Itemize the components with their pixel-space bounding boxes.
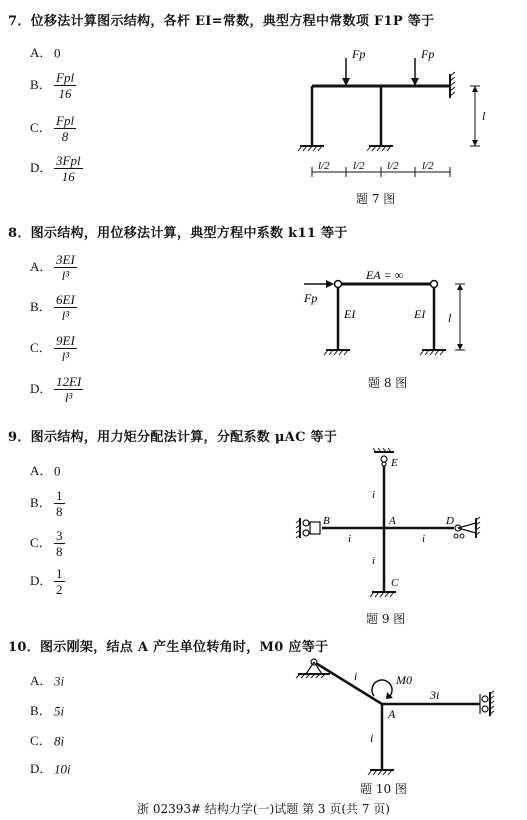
q7-option-d: D． $\frac{\text{3Fpl}}{16}$ xyxy=(30,153,81,184)
figure-10 xyxy=(290,652,505,780)
stiffness-label: EI xyxy=(414,307,426,321)
fraction: $\frac{\text{Fpl}}{8}$ xyxy=(56,113,75,144)
stiffness-label: i xyxy=(372,489,376,501)
page-footer: 浙 02393# 结构力学(一)试题 第 3 页(共 7 页) xyxy=(137,802,390,816)
left-support-icon xyxy=(296,518,320,538)
fraction: $\frac{\text{Fpl}}{16}$ xyxy=(56,70,75,101)
fraction: $\frac{\text{3Fpl}}{16}$ xyxy=(56,153,81,184)
stiffness-label: i xyxy=(372,555,376,567)
fraction: $\frac{1}{2}$ xyxy=(56,566,63,597)
load-label: Fp xyxy=(421,47,435,61)
q9-option-c: C． $\frac{3}{8}$ xyxy=(30,528,63,559)
load-arrow-icon xyxy=(342,58,350,86)
hinge-icon xyxy=(431,281,438,288)
fixed-support-icon xyxy=(367,146,393,151)
stiffness-label: i xyxy=(348,533,352,545)
figure-8 xyxy=(290,262,500,372)
moment-arrow-icon xyxy=(372,680,393,699)
fixed-support-icon xyxy=(368,770,394,775)
dimension-label: l/2 xyxy=(422,160,434,172)
figure-9-caption: 题 9 图 xyxy=(366,612,406,626)
member-inclined xyxy=(314,662,382,704)
load-arrow-icon xyxy=(304,280,334,288)
q8-option-c: C． $\frac{9EI}{\text{l³}}$ xyxy=(30,333,75,364)
node-label-c: C xyxy=(391,577,399,589)
question-9-text: 9．图示结构，用力矩分配法计算，分配系数 μAC 等于 xyxy=(8,430,338,445)
figure-7-caption: 题 7 图 xyxy=(356,192,396,206)
stiffness-label: i xyxy=(370,731,374,745)
fraction: $\frac{1}{8}$ xyxy=(56,488,63,519)
hinge-icon xyxy=(335,281,342,288)
dimension-label: l xyxy=(448,311,452,325)
stiffness-label: EA = ∞ xyxy=(366,268,404,282)
load-label: Fp xyxy=(352,47,366,61)
stiffness-label: 3i xyxy=(430,688,440,702)
q9-option-d: D． $\frac{1}{2}$ xyxy=(30,566,63,597)
figure-9 xyxy=(290,446,490,606)
fixed-support-icon xyxy=(370,592,396,597)
fixed-wall-icon xyxy=(450,72,455,98)
load-arrow-icon xyxy=(411,58,419,86)
q10-option-d: D． 10i xyxy=(30,761,71,777)
fraction: $\frac{9EI}{\text{l³}}$ xyxy=(56,333,75,364)
figure-10-caption: 题 10 图 xyxy=(360,782,407,796)
question-7-text: 7．位移法计算图示结构，各杆 EI=常数，典型方程中常数项 F1P 等于 xyxy=(8,14,435,29)
figure-8-caption: 题 8 图 xyxy=(368,376,408,390)
fixed-support-icon xyxy=(298,146,324,151)
dimension-label: l xyxy=(482,109,486,123)
question-10-text: 10．图示刚架，结点 A 产生单位转角时，M0 应等于 xyxy=(8,640,329,655)
node-label-d: D xyxy=(446,515,454,527)
figure-7 xyxy=(290,36,500,186)
q8-option-d: D． $\frac{12EI}{\text{l³}}$ xyxy=(30,374,82,405)
fixed-support-icon xyxy=(420,350,446,355)
dimension-label: l/2 xyxy=(318,160,330,172)
stiffness-label: EI xyxy=(344,307,356,321)
fixed-support-icon xyxy=(324,350,350,355)
right-support-icon xyxy=(480,691,494,716)
q7-option-a: A． 0 xyxy=(30,45,61,61)
stiffness-label: i xyxy=(422,533,426,545)
node-label-b: B xyxy=(323,515,330,527)
q7-option-b: B． $\frac{\text{Fpl}}{16}$ xyxy=(30,70,75,101)
fraction: $\frac{6EI}{\text{l³}}$ xyxy=(56,292,75,323)
fraction: $\frac{12EI}{\text{l³}}$ xyxy=(56,374,82,405)
q10-option-b: B． 5i xyxy=(30,703,65,719)
moment-label: M0 xyxy=(396,673,412,687)
load-label: Fp xyxy=(304,291,318,305)
q9-option-b: B． $\frac{1}{8}$ xyxy=(30,488,63,519)
q10-option-c: C． 8i xyxy=(30,733,65,749)
right-support-icon xyxy=(454,517,480,538)
q8-option-b: B． $\frac{6EI}{\text{l³}}$ xyxy=(30,292,75,323)
q8-option-a: A． $\frac{3EI}{\text{l³}}$ xyxy=(30,252,75,283)
fraction: $\frac{3}{8}$ xyxy=(56,528,63,559)
question-8-text: 8．图示结构，用位移法计算，典型方程中系数 k11 等于 xyxy=(8,226,348,241)
node-label-e: E xyxy=(391,457,398,469)
q7-option-c: C． $\frac{\text{Fpl}}{8}$ xyxy=(30,113,75,144)
dimension-label: l/2 xyxy=(353,160,365,172)
stiffness-label: i xyxy=(354,669,358,683)
dimension-label: l/2 xyxy=(387,160,399,172)
fraction: $\frac{3EI}{\text{l³}}$ xyxy=(56,252,75,283)
q9-option-a: A． 0 xyxy=(30,463,61,479)
node-label-a: A xyxy=(389,515,396,527)
node-label-a: A xyxy=(388,707,396,721)
q10-option-a: A． 3i xyxy=(30,673,65,689)
